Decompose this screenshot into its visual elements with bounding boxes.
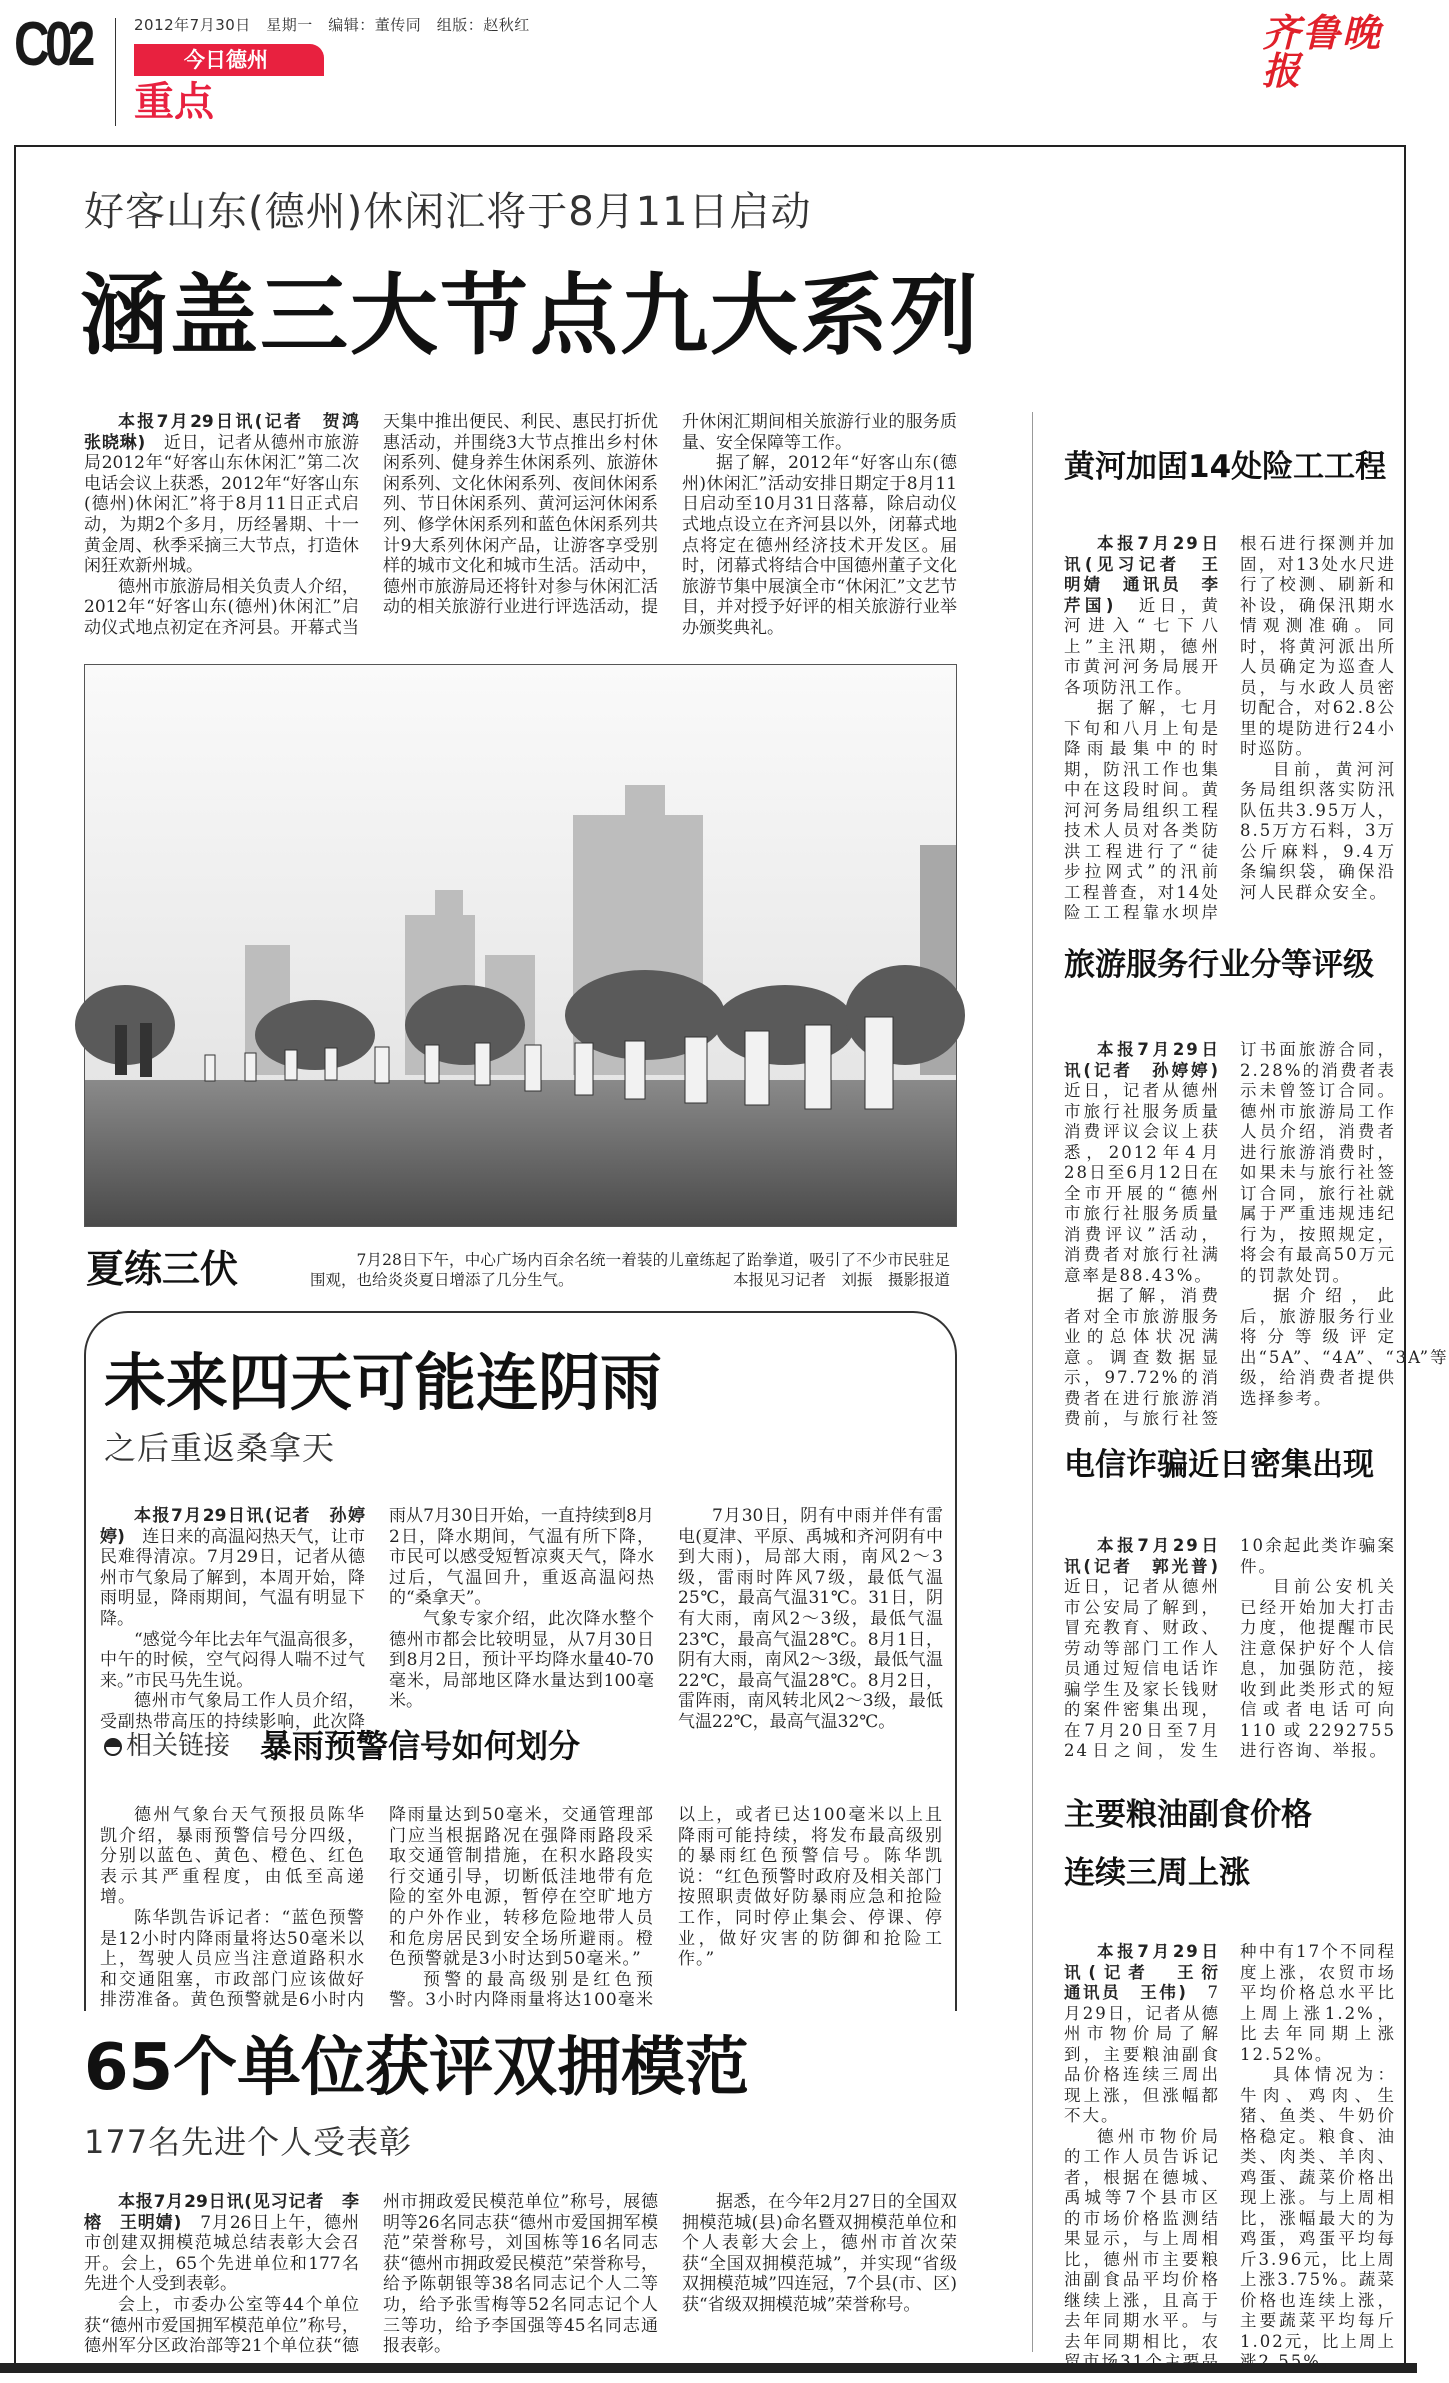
lead-article-body <box>84 412 957 639</box>
paragraph: 德州气象台天气预报员陈华凯介绍，暴雨预警信号分四级，分别以蓝色、黄色、橙色、红色表示其严重程度，由低至高递增。 <box>100 1805 365 1908</box>
paragraph: 据了解，七月下旬和八月上旬是降雨最集中的时期，防汛工作也集中在这段时间。黄河河务局组织工程技术人员对各类防洪工程进行了“徒步拉网式”的汛前工程普查，对14处险工工程靠水坝岸根石进行探测并加固，对13处水尺进行了校测、刷新和补设，确保汛期水情观测准确。同时，将黄河派出所人员确定为巡查人员，与水政人员密切配合，对62.8公里的堤防进行24小时巡防。 <box>1064 534 1396 922</box>
paragraph: 据悉，在今年2月27日的全国双拥模范城(县)命名暨双拥模范单位和个人表彰大会上，德州市首次荣获“全国双拥模范城”，并实现“省级双拥模范城”四连冠，7个县(市、区)获“省级双拥模范城”荣誉称号。 <box>682 2192 957 2315</box>
paragraph: 本报7月29日讯(记者 贺鸿 张晓琳) 近日，记者从德州市旅游局2012年“好客山东休闲汇”第二次电话会议上获悉，2012年“好客山东(德州)休闲汇”将于8月11日正式启动，为期2个多月，历经暑期、十一黄金周、秋季采摘三大节点，打造休闲狂欢新州城。 <box>84 412 376 577</box>
paragraph: 据介绍，此后，旅游服务行业将分等级评定出“5A”、“4A”、“3A”等级，给消费者提供选择参考。 <box>1240 1286 1449 1408</box>
byline: 本报7月29日讯(见习记者 李榕 王明婧) <box>84 2192 359 2233</box>
sidebar-headline: 主要粮油副食价格 <box>1064 1797 1312 1833</box>
related-label: 相关链接 <box>104 1733 230 1759</box>
dateline: 2012年7月30日 星期一 编辑：董传同 组版：赵秋红 <box>134 16 530 34</box>
army-headline: 65个单位获评双拥模范 <box>84 2031 750 2105</box>
section-title: 重点 <box>134 79 214 125</box>
paragraph: 本报7月29日讯(记者 郭光普) 近日，记者从德州市公安局了解到，冒充教育、财政、劳动等部门工作人员通过短信电话诈骗学生及家长钱财的案件密集出现，在7月20日至7月24日之间，发生10余起此类诈骗案件。 <box>1064 1536 1396 1760</box>
paragraph: 具体情况为：牛肉、鸡肉、生猪、鱼类、牛奶价格稳定。粮食、油类、肉类、羊肉、鸡蛋、蔬菜价格出现上涨。与上周相比，涨幅最大的为鸡蛋，鸡蛋平均每斤3.96元，比上周上涨3.75%。蔬菜价格也连续上涨，主要蔬菜平均每斤1.02元，比上周上涨2.55%。 <box>1240 2065 1396 2371</box>
photo-credit: 本报见习记者 刘振 摄影报道 <box>732 1271 950 1289</box>
paragraph: 本报7月29日讯(记者 孙婷婷) 近日，记者从德州市旅行社服务质量消费评议会议上获悉，2012年4月28日至6月12日在全市开展的“德州市旅行社服务质量消费评议”活动，消费者对旅行社满意率是88.43%。 <box>1064 1040 1220 1285</box>
related-link-header <box>104 1727 581 1765</box>
section-tab: 今日德州 <box>134 44 324 76</box>
sidebar-headline-line2: 连续三周上涨 <box>1064 1855 1250 1891</box>
taekwondo-photo <box>85 665 956 1226</box>
paragraph: 陈华凯告诉记者：“蓝色预警是12小时内降雨量将达50毫米以上，驾驶人员应当注意道路积水和交通阻塞，市政部门应该做好排涝准备。黄色预警就是6小时内降雨量达到50毫米，交通管理部门应当根据路况在强降雨路段采取交通管制措施，在积水路段实行交通引导，切断低洼地带有危险的室外电源，暂停在空旷地方的户外作业，转移危险地带人员和危房居民到安全场所避雨。橙色预警就是3小时达到50毫米。” <box>100 1805 654 2011</box>
paragraph: 预警的最高级别是红色预警。3小时内降雨量将达100毫米以上，或者已达100毫米以上且降雨可能持续，将发布最高级别的暴雨红色预警信号。陈华凯说：“红色预警时政府及相关部门按照职责做好防暴雨应急和抢险工作，同时停止集会、停课、停业，做好灾害的防御和抢险工作。” <box>389 1805 943 2011</box>
sidebar-article-body <box>1064 1536 1396 1762</box>
half-circle-icon <box>104 1738 122 1756</box>
related-headline: 暴雨预警信号如何划分 <box>260 1727 581 1765</box>
paragraph: 据了解，消费者对全市旅游服务业的总体状况满意。调查数据显示，97.72%的消费者在进行旅游消费前，与旅行社签订书面旅游合同，2.28%的消费者表示未曾签订合同。德州市旅游局工作人员介绍，消费者进行旅游消费时，如果未与旅行社签订合同，旅行社就属于严重违规违纪行为，按照规定，将会有最高50万元的罚款处罚。 <box>1064 1040 1396 1428</box>
weather-headline: 未来四天可能连阴雨 <box>104 1346 663 1419</box>
photo-title: 夏练三伏 <box>86 1247 239 1291</box>
byline: 本报7月29日讯(见习记者 王明婧 通讯员 李芹国) <box>1064 534 1220 615</box>
paragraph: 气象专家介绍，此次降水整个德州市都会比较明显，从7月30日到8月2日，预计平均降水量40-70毫米，局部地区降水量达到100毫米。 <box>389 1608 654 1712</box>
sidebar-headline: 黄河加固14处险工工程 <box>1064 449 1387 485</box>
weather-article-body <box>100 1506 943 1733</box>
paragraph: 本报7月29日讯(记者 孙婷婷) 连日来的高温闷热天气，让市民难得清凉。7月29日，记者从德州市气象局了解到，本周开始，降雨明显，降雨期间，气温有明显下降。 <box>100 1506 365 1629</box>
lead-headline: 涵盖三大节点九大系列 <box>80 264 981 367</box>
sidebar-article-body <box>1064 1942 1396 2373</box>
photo-caption: 7月28日下午，中心广场内百余名统一着装的儿童练起了跆拳道，吸引了不少市民驻足围观，也给炎炎夏日增添了几分生气。 本报见习记者 刘振 摄影报道 <box>310 1251 950 1289</box>
rainstorm-article-body <box>100 1805 943 2011</box>
lead-subtitle: 好客山东(德州)休闲汇将于8月11日启动 <box>84 189 812 235</box>
news-photo <box>84 664 957 1227</box>
paragraph: 7月30日，阴有中雨并伴有雷电(夏津、平原、禹城和齐河阴有中到大雨)，局部大雨，南风2～3级，雷雨时阵风7级，最低气温25℃，最高气温31℃。31日，阴有大雨，南风2～3级，最低气温23℃，最高气温28℃。8月1日，阴有大雨，南风2～3级，最低气温22℃，最高气温28℃。8月2日，雷阵雨，南风转北风2～3级，最低气温22℃，最高气温32℃。 <box>678 1506 943 1732</box>
byline: 本报7月29日讯(记者 郭光普) <box>1064 1536 1220 1576</box>
paragraph: 本报7月29日讯(记者 王衍 通讯员 王伟) 7月29日，记者从德州市物价局了解到，主要粮油副食品价格连续三周出现上涨，但涨幅都不大。 <box>1064 1942 1239 2125</box>
sidebar-headline: 旅游服务行业分等评级 <box>1064 947 1374 983</box>
paragraph: 目前公安机关已经开始加大打击力度，他提醒市民注意保护好个人信息，加强防范，接收到此类形式的短信或者电话可向110或2292755进行咨询、举报。 <box>1240 1577 1396 1760</box>
paragraph: 目前，黄河河务局组织落实防汛队伍共3.95万人，8.5万方石料，3万公斤麻料，9.4万条编织袋，确保沿河人民群众安全。 <box>1240 759 1396 902</box>
byline: 本报7月29日讯(记者 孙婷婷) <box>1064 1040 1220 1080</box>
sidebar-headline: 电信诈骗近日密集出现 <box>1064 1447 1374 1483</box>
paragraph: 德州市物价局的工作人员告诉记者，根据在德城、禹城等7个县市区的市场价格监测结果显示，与上周相比，德州市主要粮油副食品平均价格继续上涨，且高于去年同期水平。与去年同期相比，农贸市场31个主要品种中有17个不同程度上涨，农贸市场平均价格总水平比上周上涨1.2%，比去年同期上涨12.52%。 <box>1064 1942 1396 2371</box>
byline: 本报7月29日讯(记者 贺鸿 张晓琳) <box>84 412 376 453</box>
header-divider <box>115 18 116 126</box>
paragraph: 本报7月29日讯(见习记者 王明婧 通讯员 李芹国) 近日，黄河进入“七下八上”主汛期，德州市黄河河务局展开各项防汛工作。 <box>1064 534 1220 697</box>
byline: 本报7月29日讯(记者 孙婷婷) <box>100 1506 365 1547</box>
sidebar-article-body <box>1064 534 1396 924</box>
sidebar-article-body <box>1064 1040 1449 1430</box>
paragraph: 据了解，2012年“好客山东(德州)休闲汇”活动安排日期定于8月11日启动至10月31日落幕，除启动仪式地点设立在齐河县以外，闭幕式地点将定在德州经济技术开发区。届时，闭幕式将结合中国德州董子文化旅游节集中展演全市“休闲汇”文艺节目，并对授予好评的相关旅游行业举办颁奖典礼。 <box>682 453 957 638</box>
paragraph: 德州市旅游局相关负责人介绍，2012年“好客山东(德州)休闲汇”启动仪式地点初定在齐河县。开幕式当天集中推出便民、利民、惠民打折优惠活动，并围绕3大节点推出乡村休闲系列、健身养生休闲系列、旅游休闲系列、文化休闲系列、夜间休闲系列、节日休闲系列、黄河运河休闲系列、修学休闲系列和蓝色休闲系列共计9大系列休闲产品，让游客享受别样的城市文化和城市生活。活动中，德州市旅游局还将针对参与休闲汇活动的相关旅游行业进行评选活动，提升休闲汇期间相关旅游行业的服务质量、安全保障等工作。 <box>84 412 957 638</box>
paragraph: 本报7月29日讯(见习记者 李榕 王明婧) 7月26日上午，德州市创建双拥模范城总结表彰大会召开。会上，65个先进单位和177名先进个人受到表彰。 <box>84 2192 359 2295</box>
paragraph: 会上，市委办公室等44个单位获“德州市爱国拥军模范单位”称号，德州军分区政治部等21个单位获“德州市拥政爱民模范单位”称号，展德明等26名同志获“德州市爱国拥军模范”荣誉称号，刘国栋等16名同志获“德州市拥政爱民模范”荣誉称号，给予陈朝银等38名同志记个人二等功，给予张雪梅等52名同志记个人三等功，给予李国强等45名同志通报表彰。 <box>84 2192 658 2357</box>
paragraph: 德州市气象局工作人员介绍，受副热带高压的持续影响，此次降雨从7月30日开始，一直持续到8月2日，降水期间，气温有所下降，市民可以感受短暂凉爽天气，降水过后，气温回升，重返高温闷热的“桑拿天”。 <box>100 1506 654 1732</box>
page-number: C02 <box>14 10 91 79</box>
army-subtitle: 177名先进个人受表彰 <box>84 2123 413 2161</box>
weather-subtitle: 之后重返桑拿天 <box>104 1429 336 1467</box>
army-article-body <box>84 2192 957 2357</box>
byline: 本报7月29日讯(记者 王衍 通讯员 王伟) <box>1064 1942 1239 2002</box>
newspaper-logo: 齐鲁晚报 <box>1262 10 1383 93</box>
column-divider <box>1032 412 1033 2352</box>
paragraph: “感觉今年比去年气温高很多，中午的时候，空气闷得人喘不过气来。”市民马先生说。 <box>100 1629 365 1691</box>
